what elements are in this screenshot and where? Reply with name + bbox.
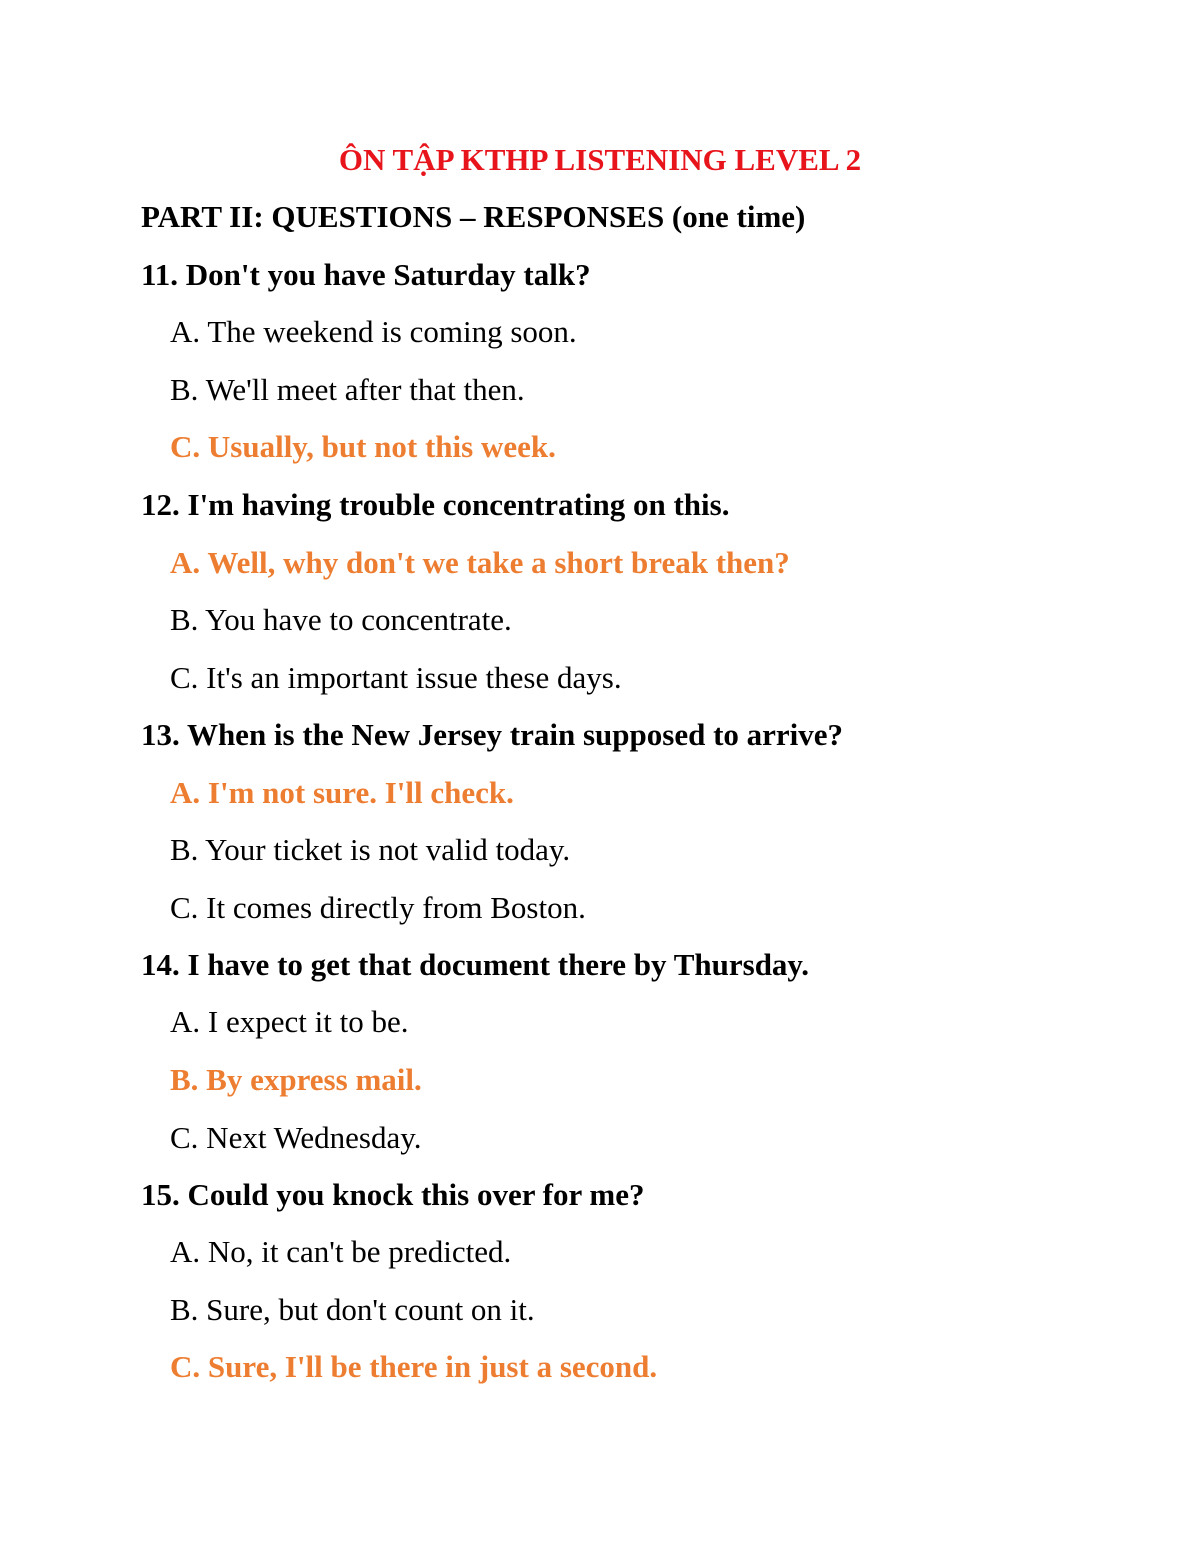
- document-title: ÔN TẬP KTHP LISTENING LEVEL 2: [338, 142, 862, 177]
- question-14: 14. I have to get that document there by Thursday.: [141, 947, 809, 982]
- question-11-option-b: B. We'll meet after that then.: [170, 372, 525, 407]
- question-12-option-c: C. It's an important issue these days.: [170, 660, 622, 695]
- question-14-option-b-correct: B. By express mail.: [170, 1062, 422, 1097]
- question-13: 13. When is the New Jersey train supposed to arrive?: [141, 717, 844, 752]
- question-12-option-a-correct: A. Well, why don't we take a short break then?: [170, 545, 790, 580]
- question-15-option-c-correct: C. Sure, I'll be there in just a second.: [170, 1349, 658, 1384]
- question-13-option-c: C. It comes directly from Boston.: [170, 890, 586, 925]
- question-15-option-a: A. No, it can't be predicted.: [170, 1234, 512, 1269]
- question-11-option-c-correct: C. Usually, but not this week.: [170, 429, 556, 464]
- question-13-option-b: B. Your ticket is not valid today.: [170, 832, 571, 867]
- part-heading: PART II: QUESTIONS – RESPONSES (one time): [141, 199, 806, 234]
- question-15-option-b: B. Sure, but don't count on it.: [170, 1292, 535, 1327]
- question-14-option-a: A. I expect it to be.: [170, 1004, 409, 1039]
- question-12: 12. I'm having trouble concentrating on this.: [141, 487, 730, 522]
- question-11: 11. Don't you have Saturday talk?: [141, 257, 591, 292]
- question-15: 15. Could you knock this over for me?: [141, 1177, 645, 1212]
- question-14-option-c: C. Next Wednesday.: [170, 1120, 422, 1155]
- question-12-option-b: B. You have to concentrate.: [170, 602, 512, 637]
- question-11-option-a: A. The weekend is coming soon.: [170, 314, 577, 349]
- question-13-option-a-correct: A. I'm not sure. I'll check.: [170, 775, 514, 810]
